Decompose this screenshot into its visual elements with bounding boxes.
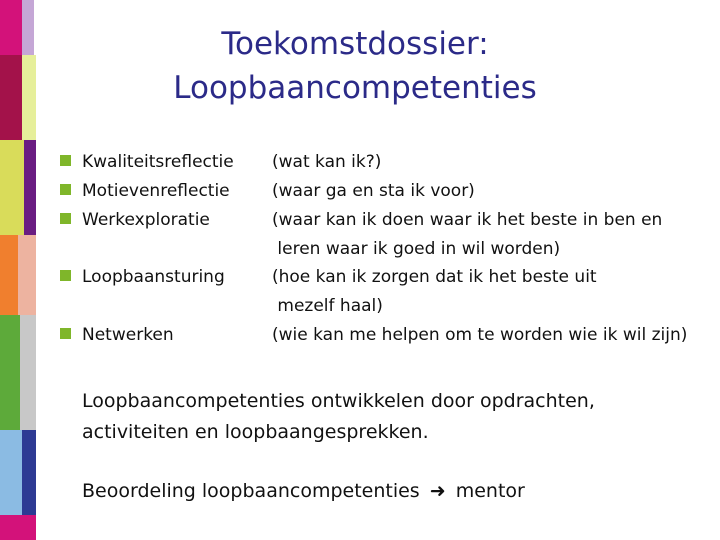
sidebar-strip bbox=[22, 55, 36, 140]
bullet-square-icon bbox=[60, 213, 71, 224]
bullet-square-icon bbox=[60, 184, 71, 195]
sidebar-strip bbox=[18, 235, 36, 315]
sidebar-strip bbox=[0, 55, 22, 140]
item-description: (hoe kan ik zorgen dat ik het beste uit mezelf haal) bbox=[272, 267, 597, 316]
sidebar-strip bbox=[20, 315, 36, 430]
summary-text bbox=[82, 386, 595, 448]
item-description: (wat kan ik?) bbox=[272, 152, 382, 172]
item-label: Loopbaansturing bbox=[82, 267, 225, 287]
item-description: (waar kan ik doen waar ik het beste in ben en leren waar ik goed in wil worden) bbox=[272, 210, 663, 259]
sidebar-strip bbox=[0, 315, 20, 430]
slide-title bbox=[110, 22, 600, 110]
sidebar-strip bbox=[22, 0, 34, 55]
title-line-2: Loopbaancompetenties bbox=[173, 70, 537, 106]
item-label: Kwaliteitsreflectie bbox=[82, 152, 234, 172]
right-arrow-icon: ➜ bbox=[429, 480, 446, 502]
sidebar-strip bbox=[24, 140, 36, 235]
decorative-sidebar bbox=[0, 0, 40, 540]
item-description: (waar ga en sta ik voor) bbox=[272, 181, 475, 201]
item-description: (wie kan me helpen om te worden wie ik wil zijn) bbox=[272, 325, 688, 345]
assessment-line bbox=[82, 476, 525, 506]
summary-line-2: activiteiten en loopbaangesprekken. bbox=[82, 421, 429, 443]
title-line-1: Toekomstdossier: bbox=[221, 26, 489, 62]
item-label: Werkexploratie bbox=[82, 210, 210, 230]
bullet-square-icon bbox=[60, 155, 71, 166]
sidebar-strip bbox=[0, 235, 18, 315]
assessment-left-text: Beoordeling loopbaancompetenties bbox=[82, 480, 420, 502]
sidebar-strip bbox=[0, 515, 36, 540]
item-label: Motievenreflectie bbox=[82, 181, 230, 201]
assessment-right-text: mentor bbox=[455, 480, 525, 502]
bullet-square-icon bbox=[60, 270, 71, 281]
sidebar-strip bbox=[0, 0, 22, 55]
item-label: Netwerken bbox=[82, 325, 174, 345]
summary-line-1: Loopbaancompetenties ontwikkelen door opdrachten, bbox=[82, 390, 595, 412]
sidebar-strip bbox=[0, 140, 24, 235]
bullet-square-icon bbox=[60, 328, 71, 339]
